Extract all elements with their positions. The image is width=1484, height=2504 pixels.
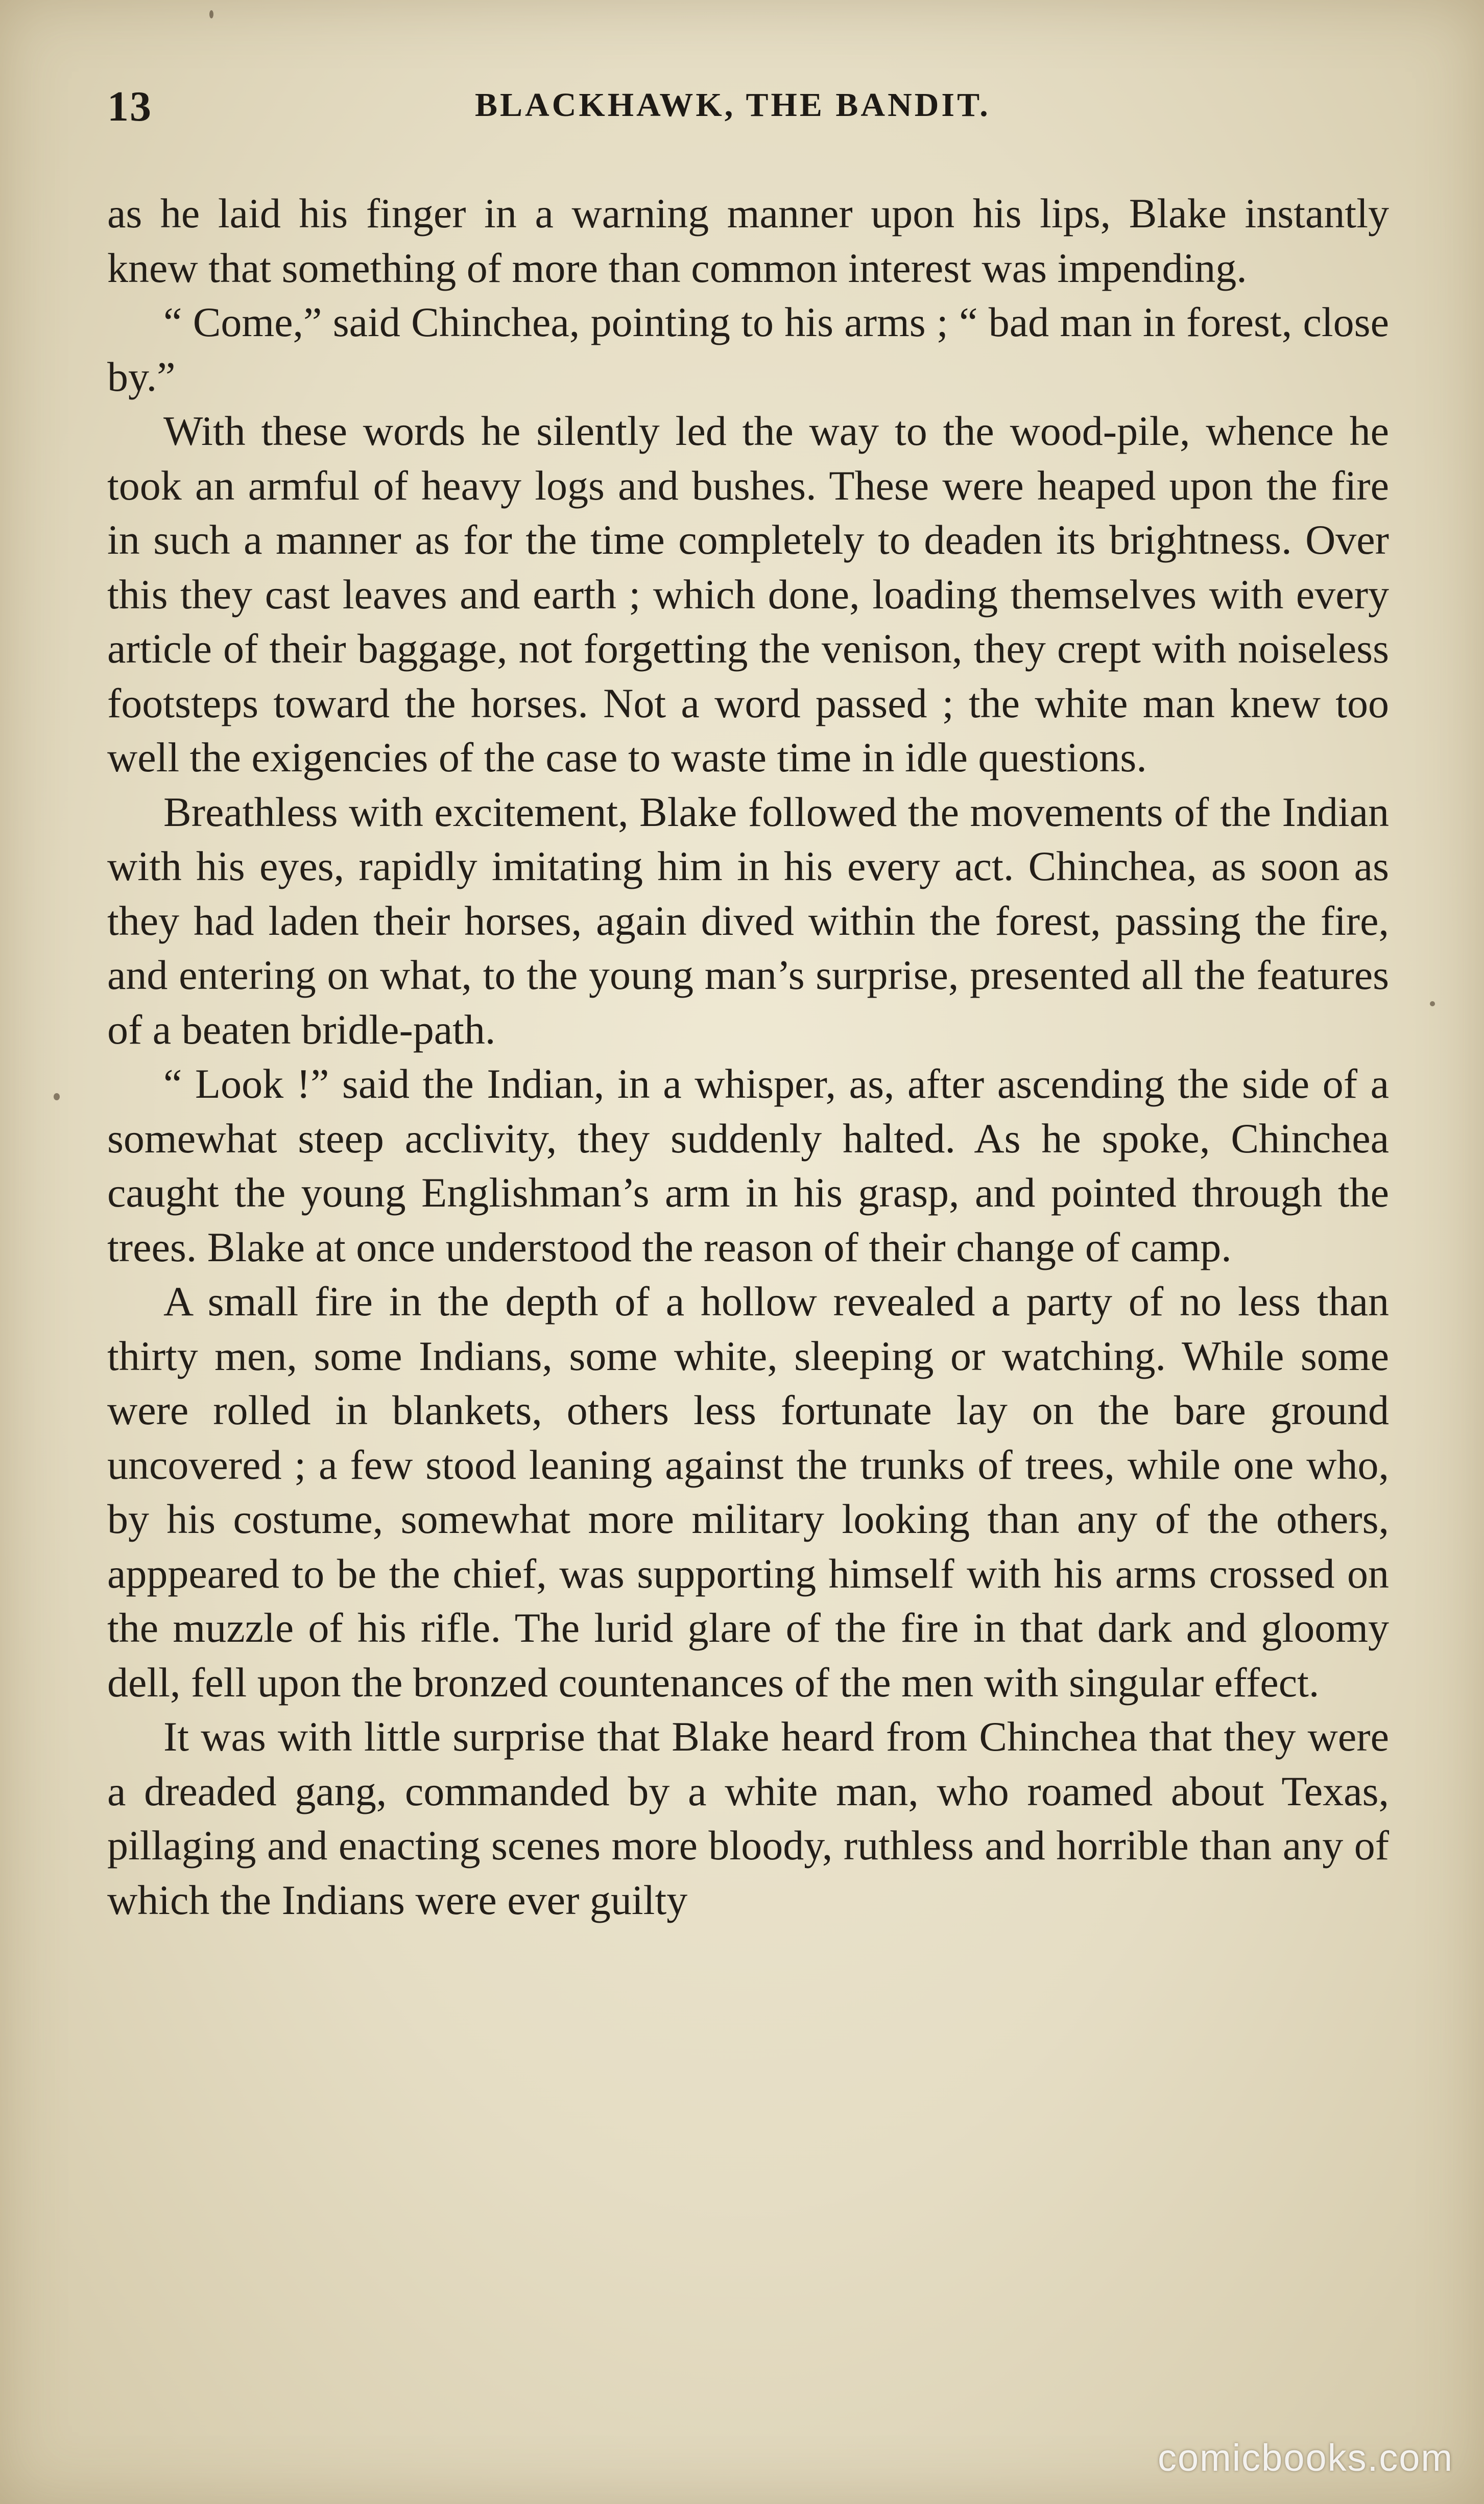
paragraph: “ Look !” said the Indian, in a whisper, as, after ascending the side of a somewhat steep acclivity, they suddenly halted. As he spoke, Chinchea caught the young Englishman’s arm in his grasp, and pointed through the trees. Blake at once understood the reason of their change of camp.: [107, 1060, 1389, 1270]
page-header: [107, 77, 1394, 133]
ink-speck: [54, 1093, 60, 1100]
paragraph: as he laid his finger in a warning manner upon his lips, Blake instantly knew that something of more than common interest was impending.: [107, 190, 1389, 291]
watermark: comicbooks.com: [1157, 2437, 1453, 2479]
ink-speck: [209, 10, 213, 18]
paragraph: “ Come,” said Chinchea, pointing to his arms ; “ bad man in forest, close by.”: [107, 299, 1389, 400]
paragraph: Breathless with excitement, Blake followed the movements of the Indian with his eyes, rapidly imitating him in his every act. Chinchea, as soon as they had laden their horses, again dived within the forest, passing the fire, and entering on what, to the young man’s surprise, presented all the features of a beaten bridle-path.: [107, 788, 1389, 1053]
page-number: 13: [107, 83, 152, 130]
ink-speck: [1430, 1001, 1435, 1006]
paragraph: With these words he silently led the way to the wood-pile, whence he took an armful of heavy logs and bushes. These were heaped upon the fire in such a manner as for the time completely to deaden its brightness. Over this they cast leaves and earth ; which done, loading themselves with every article of their baggage, not forgetting the venison, they crept with noiseless footsteps toward the horses. Not a word passed ; the white man knew too well the exigencies of the case to waste time in idle questions.: [107, 408, 1389, 781]
body-text: [107, 186, 1389, 1927]
running-title: BLACKHAWK, THE BANDIT.: [475, 86, 991, 124]
paragraph: A small fire in the depth of a hollow revealed a party of no less than thirty men, some Indians, some white, sleeping or watching. While some were rolled in blankets, others less fortunate lay on the bare ground uncovered ; a few stood leaning against the trunks of trees, while one who, by his costume, somewhat more military looking than any of the others, apppeared to be the chief, was supporting himself with his arms crossed on the muzzle of his rifle. The lurid glare of the fire in that dark and gloomy dell, fell upon the bronzed countenances of the men with singular effect.: [107, 1278, 1389, 1706]
paragraph: It was with little surprise that Blake heard from Chinchea that they were a dreaded gang, commanded by a white man, who roamed about Texas, pillaging and enacting scenes more bloody, ruthless and horrible than any of which the Indians were ever guilty: [107, 1713, 1389, 1923]
